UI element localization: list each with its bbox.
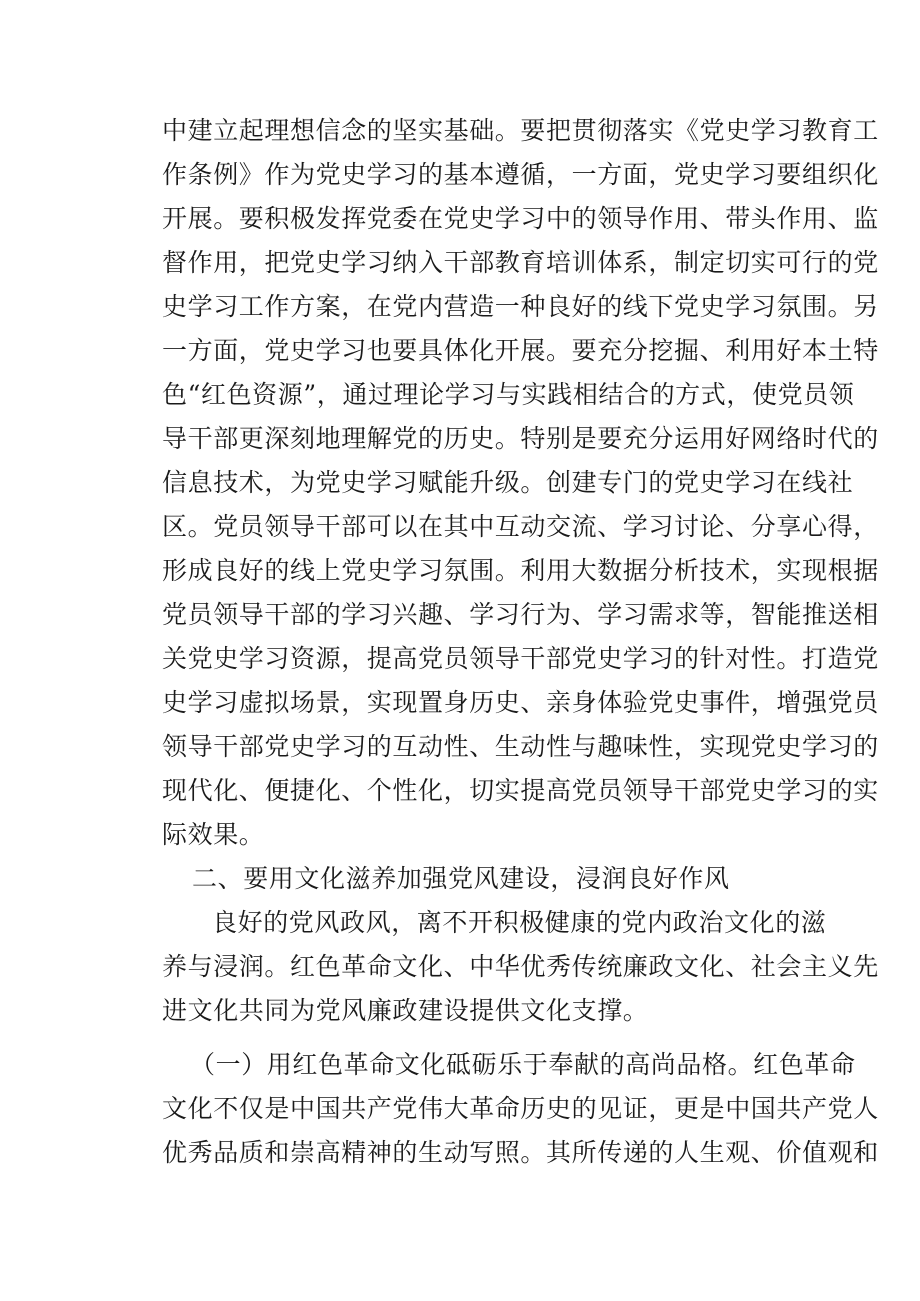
text-line: 中建立起理想信念的坚实基础。要把贯彻落实《党史学习教育工 [162, 116, 879, 145]
text-line: 际效果。 [162, 820, 265, 849]
text-line: 党员领导干部的学习兴趣、学习行为、学习需求等，智能推送相 [162, 600, 879, 629]
text-line: 区。党员领导干部可以在其中互动交流、学习讨论、分享心得， [162, 512, 879, 541]
text-line: 色“红色资源”，通过理论学习与实践相结合的方式，使党员领 [162, 380, 855, 409]
text-line: 养与浸润。红色革命文化、中华优秀传统廉政文化、社会主义先 [162, 952, 879, 981]
text-line: 优秀品质和崇高精神的生动写照。其所传递的人生观、价值观和 [162, 1138, 879, 1167]
text-line: 作条例》作为党史学习的基本遵循，一方面，党史学习要组织化 [162, 160, 879, 189]
text-line: 关党史学习资源，提高党员领导干部党史学习的针对性。打造党 [162, 644, 879, 673]
text-line: 一方面，党史学习也要具体化开展。要充分挖掘、利用好本土特 [162, 336, 879, 365]
section-heading: 二、要用文化滋养加强党风建设，浸润良好作风 [192, 864, 730, 893]
text-line: 良好的党风政风，离不开积极健康的党内政治文化的滋 [212, 908, 827, 937]
text-line: 信息技术，为党史学习赋能升级。创建专门的党史学习在线社 [162, 468, 854, 497]
text-line: 导干部更深刻地理解党的历史。特别是要充分运用好网络时代的 [162, 424, 879, 453]
text-line: 开展。要积极发挥党委在党史学习中的领导作用、带头作用、监 [162, 204, 879, 233]
text-line: 进文化共同为党风廉政建设提供文化支撑。 [162, 996, 649, 1025]
text-line: 史学习工作方案，在党内营造一种良好的线下党史学习氛围。另 [162, 292, 879, 321]
text-line: 督作用，把党史学习纳入干部教育培训体系，制定切实可行的党 [162, 248, 879, 277]
text-line: 领导干部党史学习的互动性、生动性与趣味性，实现党史学习的 [162, 732, 879, 761]
text-line: 现代化、便捷化、个性化，切实提高党员领导干部党史学习的实 [162, 776, 879, 805]
text-line: 史学习虚拟场景，实现置身历史、亲身体验党史事件，增强党员 [162, 688, 879, 717]
text-line: 文化不仅是中国共产党伟大革命历史的见证，更是中国共产党人 [162, 1094, 879, 1123]
subsection-heading-line: （一）用红色革命文化砥砺乐于奉献的高尚品格。红色革命 [190, 1050, 856, 1079]
text-line: 形成良好的线上党史学习氛围。利用大数据分析技术，实现根据 [162, 556, 879, 585]
